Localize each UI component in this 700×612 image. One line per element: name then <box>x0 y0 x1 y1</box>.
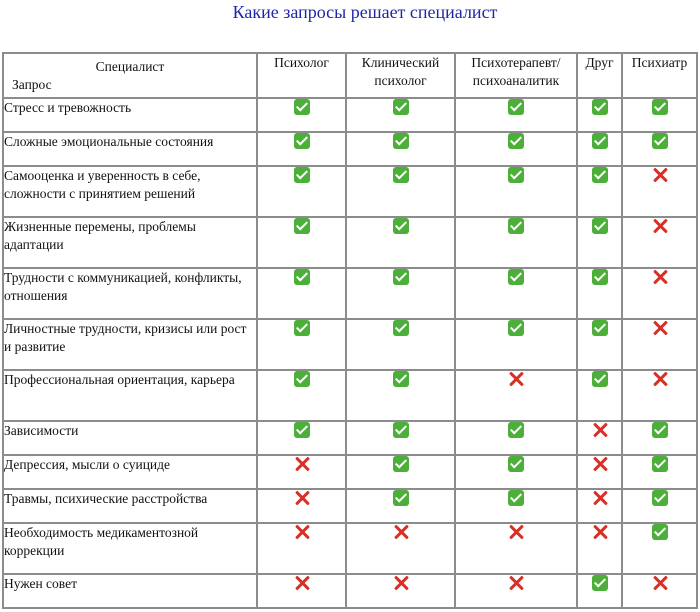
mark-cell-psychiatrist <box>622 574 697 608</box>
mark-cell-psychotherapist <box>455 217 577 268</box>
mark-cell-psychotherapist <box>455 132 577 166</box>
column-header-friend: Друг <box>577 53 622 98</box>
mark-cell-psychiatrist <box>622 319 697 370</box>
header-row <box>3 53 697 98</box>
cross-mark-icon <box>592 490 608 506</box>
table-row <box>3 523 697 574</box>
check-mark-icon <box>294 99 310 115</box>
cross-mark-icon <box>652 371 668 387</box>
check-mark-icon <box>652 490 668 506</box>
column-header-psychologist: Психолог <box>257 53 346 98</box>
mark-cell-clinical-psychologist <box>346 217 455 268</box>
check-mark-icon <box>393 320 409 336</box>
mark-cell-psychotherapist <box>455 166 577 217</box>
cross-mark-icon <box>652 269 668 285</box>
mark-cell-psychotherapist <box>455 574 577 608</box>
cross-mark-icon <box>652 575 668 591</box>
table-row <box>3 166 697 217</box>
check-mark-icon <box>592 133 608 149</box>
mark-cell-psychologist <box>257 98 346 132</box>
mark-cell-psychotherapist <box>455 370 577 421</box>
check-mark-icon <box>508 99 524 115</box>
table-row <box>3 574 697 608</box>
check-mark-icon <box>592 218 608 234</box>
mark-cell-psychotherapist <box>455 319 577 370</box>
mark-cell-clinical-psychologist <box>346 98 455 132</box>
check-mark-icon <box>294 320 310 336</box>
mark-cell-friend <box>577 217 622 268</box>
mark-cell-friend <box>577 489 622 523</box>
request-label: Депрессия, мысли о суициде <box>3 455 257 489</box>
table-row <box>3 132 697 166</box>
table-row <box>3 370 697 421</box>
cross-mark-icon <box>652 167 668 183</box>
check-mark-icon <box>294 269 310 285</box>
mark-cell-psychologist <box>257 489 346 523</box>
mark-cell-psychologist <box>257 268 346 319</box>
column-header-psychotherapist: Психотерапевт/ психоаналитик <box>455 53 577 98</box>
mark-cell-psychiatrist <box>622 489 697 523</box>
request-label: Необходимость медикаментозной коррекции <box>3 523 257 574</box>
mark-cell-psychotherapist <box>455 421 577 455</box>
check-mark-icon <box>294 422 310 438</box>
mark-cell-psychologist <box>257 421 346 455</box>
mark-cell-clinical-psychologist <box>346 370 455 421</box>
table-body <box>3 98 697 608</box>
check-mark-icon <box>592 320 608 336</box>
check-mark-icon <box>508 218 524 234</box>
check-mark-icon <box>652 133 668 149</box>
cross-mark-icon <box>393 575 409 591</box>
mark-cell-psychologist <box>257 455 346 489</box>
mark-cell-friend <box>577 268 622 319</box>
check-mark-icon <box>592 99 608 115</box>
cross-mark-icon <box>652 218 668 234</box>
request-label: Самооценка и уверенность в себе, сложности с принятием решений <box>3 166 257 217</box>
cross-mark-icon <box>508 524 524 540</box>
mark-cell-psychologist <box>257 132 346 166</box>
column-header-clinical-psychologist: Клинический психолог <box>346 53 455 98</box>
mark-cell-psychiatrist <box>622 268 697 319</box>
mark-cell-clinical-psychologist <box>346 421 455 455</box>
mark-cell-friend <box>577 574 622 608</box>
cross-mark-icon <box>294 575 310 591</box>
mark-cell-friend <box>577 319 622 370</box>
check-mark-icon <box>652 99 668 115</box>
check-mark-icon <box>393 99 409 115</box>
mark-cell-psychologist <box>257 217 346 268</box>
request-label: Травмы, психические расстройства <box>3 489 257 523</box>
cross-mark-icon <box>508 575 524 591</box>
mark-cell-psychotherapist <box>455 455 577 489</box>
cross-mark-icon <box>393 524 409 540</box>
request-label: Стресс и тревожность <box>3 98 257 132</box>
mark-cell-friend <box>577 132 622 166</box>
mark-cell-friend <box>577 166 622 217</box>
mark-cell-psychiatrist <box>622 166 697 217</box>
check-mark-icon <box>508 133 524 149</box>
mark-cell-psychiatrist <box>622 217 697 268</box>
table-row <box>3 421 697 455</box>
request-label: Сложные эмоциональные состояния <box>3 132 257 166</box>
check-mark-icon <box>393 371 409 387</box>
check-mark-icon <box>393 218 409 234</box>
check-mark-icon <box>393 456 409 472</box>
column-header-psychiatrist: Психиатр <box>622 53 697 98</box>
mark-cell-clinical-psychologist <box>346 489 455 523</box>
check-mark-icon <box>393 133 409 149</box>
check-mark-icon <box>508 320 524 336</box>
table-row <box>3 455 697 489</box>
check-mark-icon <box>592 167 608 183</box>
request-label: Профессиональная ориентация, карьера <box>3 370 257 421</box>
request-label: Личностные трудности, кризисы или рост и развитие <box>3 319 257 370</box>
mark-cell-clinical-psychologist <box>346 166 455 217</box>
table-row <box>3 217 697 268</box>
cross-mark-icon <box>294 524 310 540</box>
mark-cell-friend <box>577 370 622 421</box>
mark-cell-psychiatrist <box>622 132 697 166</box>
cross-mark-icon <box>294 456 310 472</box>
cross-mark-icon <box>294 490 310 506</box>
mark-cell-psychologist <box>257 523 346 574</box>
check-mark-icon <box>508 269 524 285</box>
mark-cell-psychologist <box>257 574 346 608</box>
request-label: Зависимости <box>3 421 257 455</box>
check-mark-icon <box>652 456 668 472</box>
mark-cell-friend <box>577 98 622 132</box>
mark-cell-psychotherapist <box>455 268 577 319</box>
check-mark-icon <box>652 524 668 540</box>
check-mark-icon <box>592 371 608 387</box>
table-row <box>3 268 697 319</box>
check-mark-icon <box>508 490 524 506</box>
mark-cell-friend <box>577 523 622 574</box>
check-mark-icon <box>294 218 310 234</box>
specialist-comparison-table <box>2 52 698 609</box>
mark-cell-friend <box>577 421 622 455</box>
table-row <box>3 98 697 132</box>
mark-cell-psychotherapist <box>455 489 577 523</box>
mark-cell-psychiatrist <box>622 370 697 421</box>
check-mark-icon <box>592 575 608 591</box>
check-mark-icon <box>393 167 409 183</box>
request-label: Нужен совет <box>3 574 257 608</box>
check-mark-icon <box>393 269 409 285</box>
table-row <box>3 319 697 370</box>
request-header-label: Запрос <box>12 77 52 92</box>
mark-cell-psychiatrist <box>622 98 697 132</box>
cross-mark-icon <box>592 422 608 438</box>
request-label: Трудности с коммуникацией, конфликты, отношения <box>3 268 257 319</box>
check-mark-icon <box>508 422 524 438</box>
mark-cell-psychiatrist <box>622 523 697 574</box>
mark-cell-psychotherapist <box>455 98 577 132</box>
mark-cell-clinical-psychologist <box>346 574 455 608</box>
mark-cell-friend <box>577 455 622 489</box>
check-mark-icon <box>592 269 608 285</box>
mark-cell-psychologist <box>257 370 346 421</box>
request-label: Жизненные перемены, проблемы адаптации <box>3 217 257 268</box>
table-row <box>3 489 697 523</box>
cross-mark-icon <box>592 524 608 540</box>
mark-cell-psychotherapist <box>455 523 577 574</box>
check-mark-icon <box>294 167 310 183</box>
check-mark-icon <box>508 167 524 183</box>
mark-cell-psychologist <box>257 319 346 370</box>
check-mark-icon <box>393 422 409 438</box>
mark-cell-clinical-psychologist <box>346 455 455 489</box>
specialist-header-label: Специалист <box>95 59 165 74</box>
mark-cell-clinical-psychologist <box>346 132 455 166</box>
check-mark-icon <box>294 133 310 149</box>
cross-mark-icon <box>508 371 524 387</box>
mark-cell-psychiatrist <box>622 455 697 489</box>
mark-cell-clinical-psychologist <box>346 268 455 319</box>
mark-cell-psychiatrist <box>622 421 697 455</box>
page-title: Какие запросы решает специалист <box>232 2 498 22</box>
check-mark-icon <box>294 371 310 387</box>
check-mark-icon <box>508 456 524 472</box>
check-mark-icon <box>393 490 409 506</box>
cross-mark-icon <box>652 320 668 336</box>
cross-mark-icon <box>592 456 608 472</box>
mark-cell-psychologist <box>257 166 346 217</box>
check-mark-icon <box>652 422 668 438</box>
mark-cell-clinical-psychologist <box>346 319 455 370</box>
mark-cell-clinical-psychologist <box>346 523 455 574</box>
corner-header-cell <box>3 53 257 98</box>
